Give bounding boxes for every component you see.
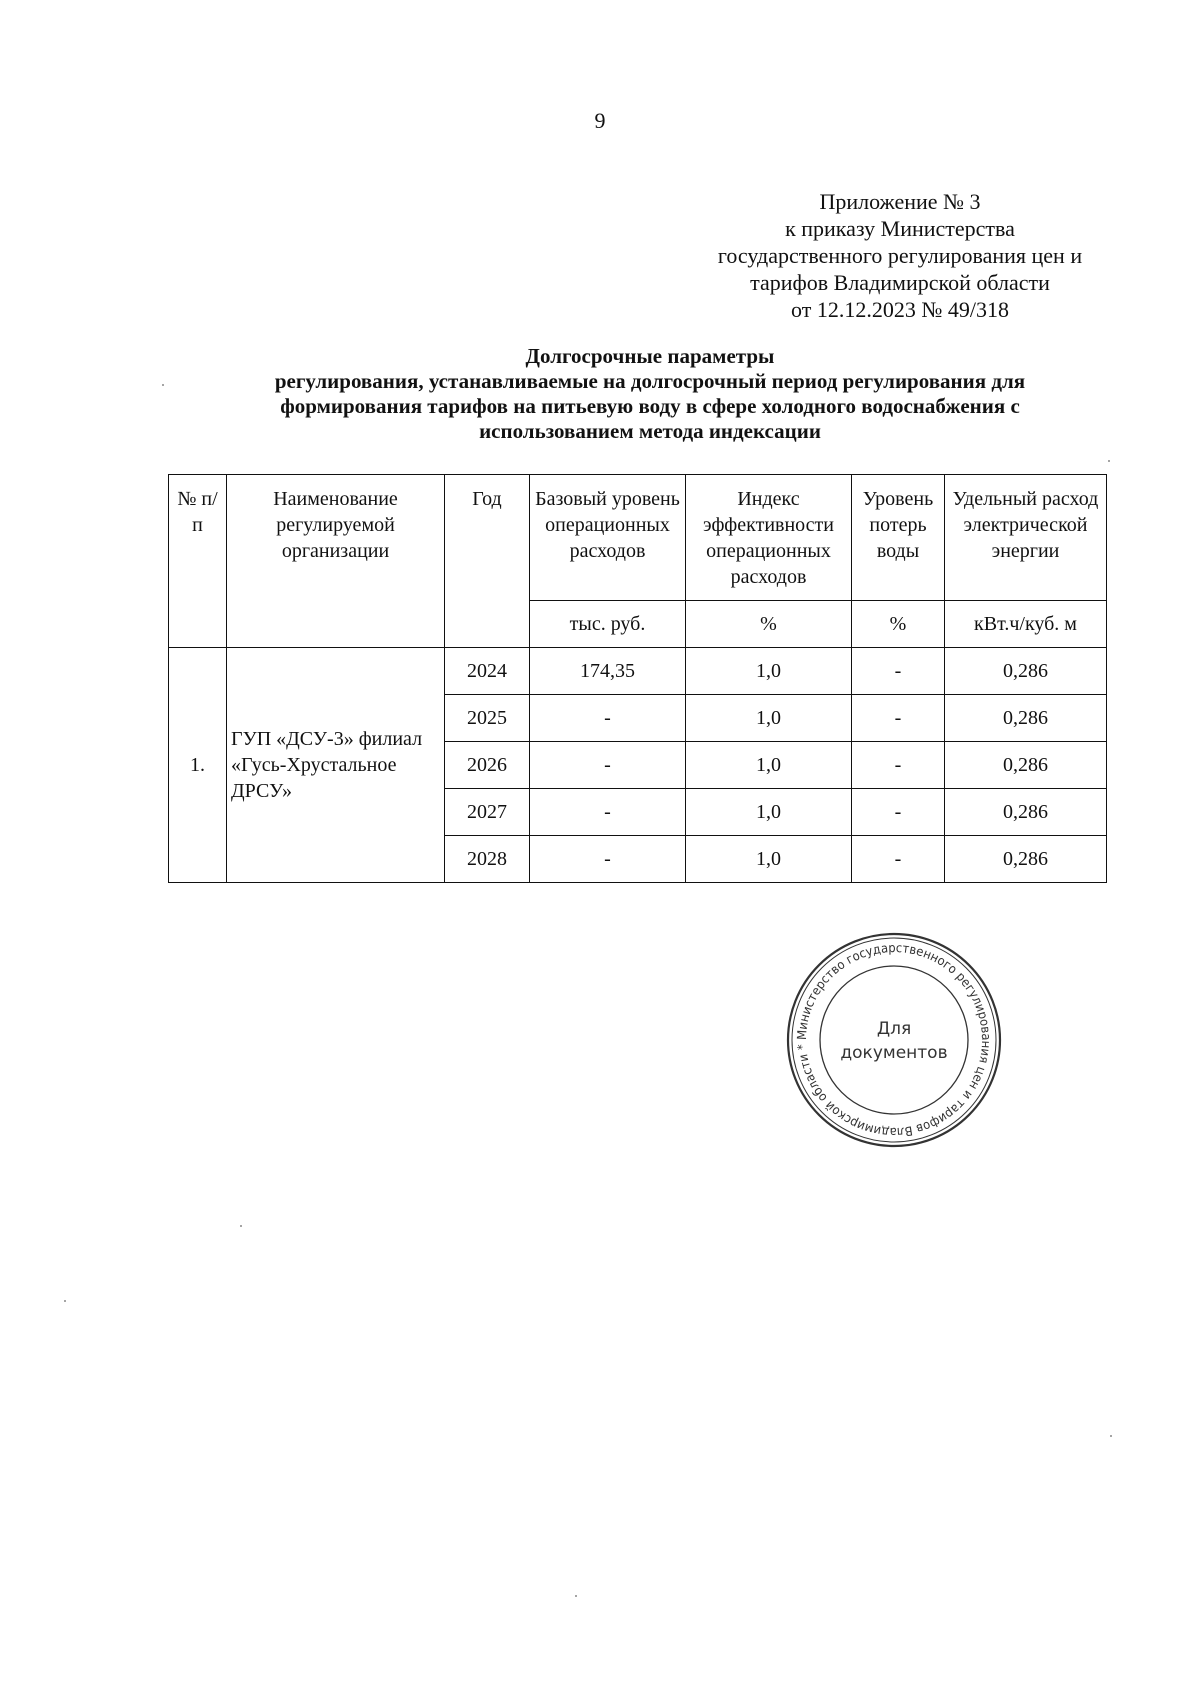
scan-speck xyxy=(1110,1435,1112,1437)
energy-cell: 0,286 xyxy=(945,836,1107,883)
scan-speck xyxy=(240,1225,242,1227)
unit-cell: кВт.ч/куб. м xyxy=(945,601,1107,648)
stamp-ring-text: Министерство государственного регулирования цен и тарифов Владимирской области * xyxy=(793,939,995,1141)
water-loss-cell: - xyxy=(852,648,945,695)
base-opex-cell: 174,35 xyxy=(530,648,686,695)
header-water-loss: Уровень потерь воды xyxy=(852,475,945,601)
scan-speck xyxy=(575,1595,577,1597)
stamp-center-line: Для xyxy=(876,1019,912,1039)
appendix-line: от 12.12.2023 № 49/318 xyxy=(791,297,1009,322)
energy-cell: 0,286 xyxy=(945,648,1107,695)
efficiency-index-cell: 1,0 xyxy=(686,695,852,742)
organization-name: ГУП «ДСУ-3» филиал «Гусь-Хрустальное ДРСУ» xyxy=(227,648,445,883)
header-row xyxy=(169,475,1107,601)
parameters-table xyxy=(168,474,1107,883)
scan-speck xyxy=(1108,460,1110,462)
energy-cell: 0,286 xyxy=(945,695,1107,742)
base-opex-cell: - xyxy=(530,742,686,789)
title-line: формирования тарифов на питьевую воду в сфере холодного водоснабжения с xyxy=(280,394,1020,418)
unit-cell: тыс. руб. xyxy=(530,601,686,648)
efficiency-index-cell: 1,0 xyxy=(686,742,852,789)
appendix-line: государственного регулирования цен и xyxy=(717,243,1083,268)
efficiency-index-cell: 1,0 xyxy=(686,789,852,836)
appendix-line: тарифов Владимирской области xyxy=(750,270,1050,295)
title-line: регулирования, устанавливаемые на долгосрочный период регулирования для xyxy=(274,369,1026,393)
document-title xyxy=(175,344,1125,444)
base-opex-cell: - xyxy=(530,836,686,883)
appendix-block xyxy=(700,188,1100,323)
efficiency-index-cell: 1,0 xyxy=(686,836,852,883)
table-row xyxy=(169,648,1107,695)
water-loss-cell: - xyxy=(852,695,945,742)
stamp-outer-ring xyxy=(792,938,996,1142)
header-number: № п/п xyxy=(169,475,227,648)
row-number: 1. xyxy=(169,648,227,883)
year-cell: 2027 xyxy=(445,789,530,836)
scan-speck xyxy=(162,384,164,386)
stamp-center-line: документов xyxy=(840,1043,948,1063)
title-line: Долгосрочные параметры xyxy=(525,344,775,368)
header-energy: Удельный расход электрической энергии xyxy=(945,475,1107,601)
appendix-line: к приказу Министерства xyxy=(785,216,1015,241)
water-loss-cell: - xyxy=(852,742,945,789)
year-cell: 2024 xyxy=(445,648,530,695)
header-organization: Наименование регулируемой организации xyxy=(227,475,445,648)
energy-cell: 0,286 xyxy=(945,742,1107,789)
efficiency-index-cell: 1,0 xyxy=(686,648,852,695)
year-cell: 2028 xyxy=(445,836,530,883)
base-opex-cell: - xyxy=(530,695,686,742)
header-efficiency-index: Индекс эффективности операционных расходов xyxy=(686,475,852,601)
stamp-inner-ring xyxy=(820,966,968,1114)
year-cell: 2026 xyxy=(445,742,530,789)
appendix-line: Приложение № 3 xyxy=(819,189,981,214)
year-cell: 2025 xyxy=(445,695,530,742)
base-opex-cell: - xyxy=(530,789,686,836)
energy-cell: 0,286 xyxy=(945,789,1107,836)
scan-speck xyxy=(64,1300,66,1302)
unit-cell: % xyxy=(852,601,945,648)
header-year: Год xyxy=(445,475,530,648)
unit-cell: % xyxy=(686,601,852,648)
title-line: использованием метода индексации xyxy=(479,419,821,443)
page-number: 9 xyxy=(594,108,606,133)
water-loss-cell: - xyxy=(852,836,945,883)
header-base-opex: Базовый уровень операционных расходов xyxy=(530,475,686,601)
official-stamp xyxy=(784,930,1004,1150)
water-loss-cell: - xyxy=(852,789,945,836)
